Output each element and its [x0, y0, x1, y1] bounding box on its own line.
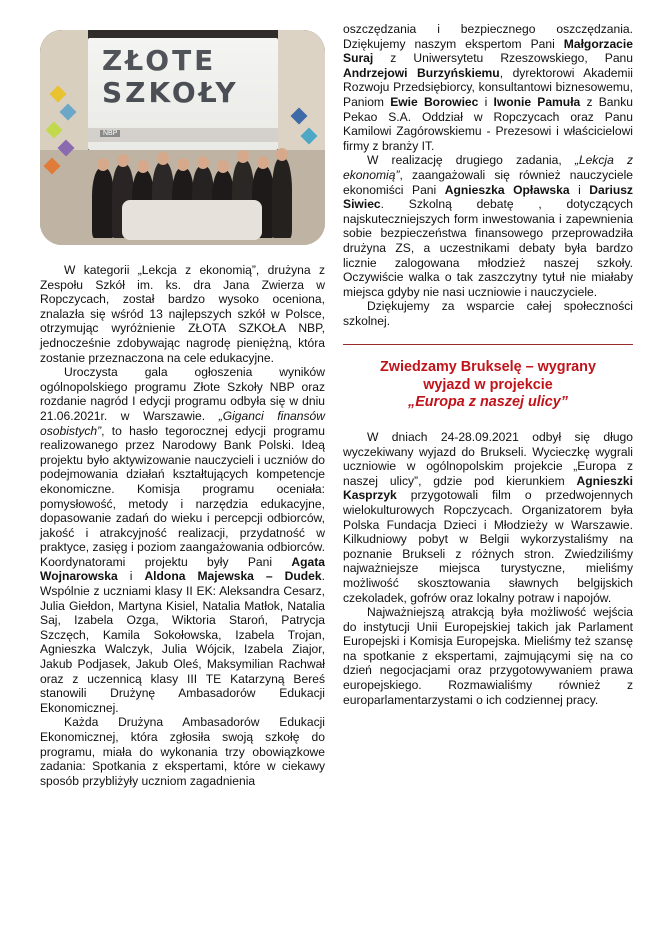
- right-column: [343, 22, 633, 707]
- gala-photo: [40, 30, 325, 245]
- left-paragraph-1: W kategorii „Lekcja z ekonomią”, drużyna z Zespołu Szkół im. ks. dra Jana Zwierza w Ropczycach, został bardzo wysoko oceniona, znalazła się wśród 13 najlepszych szkół w Polsce, otrzymując wyróżnienie ZŁOTA SZKOŁA NBP, jednocześnie zdobywając nagrodę pieniężną, która zostanie przeznaczona na cele edukacyjne.: [40, 263, 325, 365]
- right-paragraph-2: W realizację drugiego zadania, „Lekcja z ekonomią”, zaangażowali się również nauczyciele ekonomiści Pani Agnieszka Opławska i Dariusz Siwiec. Szkolną debatę , dotyczących najskuteczniejszych form inwestowania i zapewnienia sobie bezpieczeństwa finansowego przeprowadziła drużyna ZS, a uczestnikami debaty była bardzo licznie zalogowana młodzież naszej szkoły. Oczywiście walka o tak zaszczytny tytuł nie miałaby miejsca gdyby nie nasi uczniowie i nauczyciele.: [343, 153, 633, 299]
- left-paragraph-3: Każda Drużyna Ambasadorów Edukacji Ekonomicznej, która zgłosiła swoją szkołę do programu, miała do wykonania trzy obowiązkowe zadania: Spotkania z ekspertami, które w ciekawy sposób przybliżyły uczniom zagadnienia: [40, 715, 325, 788]
- heading-line-3: „Europa z naszej ulicy”: [408, 394, 568, 411]
- photo-logo-line2: SZKOŁY: [102, 76, 239, 109]
- right-paragraph-1: oszczędzania i bezpiecznego oszczędzania. Dziękujemy naszym ekspertom Pani Małgorzacie Suraj z Uniwersytetu Rzeszowskiego, Panu Andrzejowi Burzyńskiemu, dyrektorowi Akademii Rozwoju Przedsiębiorcy, konsultantowi biznesowemu, Paniom Ewie Borowiec i Iwonie Pamuła z Banku Pekao S.A. Oddział w Ropczycach oraz Panu Kamilowi Zagórowskiemu - Prezesowi i właścicielowi firmy z branży IT.: [343, 22, 634, 153]
- section-heading: [343, 359, 633, 412]
- left-column: [40, 30, 325, 788]
- heading-line-2: wyjazd w projekcie: [423, 376, 553, 393]
- photo-logo-line1: ZŁOTE: [102, 44, 217, 77]
- right-paragraph-4: W dniach 24-28.09.2021 odbył się długo wyczekiwany wyjazd do Brukseli. Wycieczkę wygrali uczniowie w ogólnopolskim projekcie „Europa z naszej ulicy”, gdzie pod kierunkiem Agnieszki Kasprzyk przygotowali film o przedwojennych wielokulturowych Ropczycach. Organizatorem była Polska Fundacja Dzieci i Młodzieży w Warszawie. Kilkudniowy pobyt w Belgii wykorzystaliśmy na poznanie Brukseli z różnych stron. Zwiedziliśmy najważniejsze miejsca turystyczne, mieliśmy możliwość skosztowania sławnych belgijskich czekoladek, gofrów oraz lokalny potraw i napojów.: [343, 429, 633, 605]
- right-paragraph-3: Dziękujemy za wsparcie całej społeczności szkolnej.: [343, 299, 633, 328]
- photo-group-of-people: [92, 140, 292, 240]
- left-paragraph-2: Uroczysta gala ogłoszenia wyników ogólnopolskiego programu Złote Szkoły NBP oraz rozdanie nagród I edycji programu odbyła się w dniu 21.06.2021r. w Warszawie. „Giganci finansów osobistych”, to hasło tegorocznej edycji programu realizowanego przez Narodowy Bank Polski. Ideą projektu było aktywizowanie nauczycieli i uczniów do podejmowania działań kształtujących kompetencje ekonomiczne. Komisja programu oceniała: pomysłowość, metody i narzędzia edukacyjne, dopasowanie zadań do wieku i percepcji odbiorców, jakość i atrakcyjność realizacji, przydatność w praktyce, zasięg i poziom zaangażowania odbiorców. Koordynatorami projektu były Pani Agata Wojnarowska i Aldona Majewska – Dudek. Wspólnie z uczniami klasy II EK: Aleksandra Cesarz, Julia Giełdon, Martyna Kisiel, Natalia Matłok, Natalia Saj, Izabela Ozga, Wiktoria Staroń, Patrycja Szczęch, Kamila Sokołowska, Izabela Trojan, Agnieszka Walczyk, Julia Wójcik, Izabela Ziajor, Jakub Podjasek, Jakub Oleś, Maksymilian Rachwał oraz z uczennicą klasy III TE Katarzyną Bereś stanowili Drużynę Ambasadorów Edukacji Ekonomicznej.: [40, 365, 326, 715]
- photo-nbp-tag: NBP: [100, 130, 120, 137]
- heading-line-1: Zwiedzamy Brukselę – wygrany: [380, 359, 596, 376]
- right-paragraph-5: Najważniejszą atrakcją była możliwość wejścia do instytucji Unii Europejskiej takich jak Parlament Europejski i Komisja Europejska. Mieliśmy też szansę na spotkanie z ekspertami, zajmującymi się na co dzień negocjacjami oraz przygotowywaniem prawa europejskiego. Rozmawialiśmy również z europarlamentarzystami o ich codziennej pracy.: [343, 605, 633, 707]
- section-divider: [343, 344, 633, 345]
